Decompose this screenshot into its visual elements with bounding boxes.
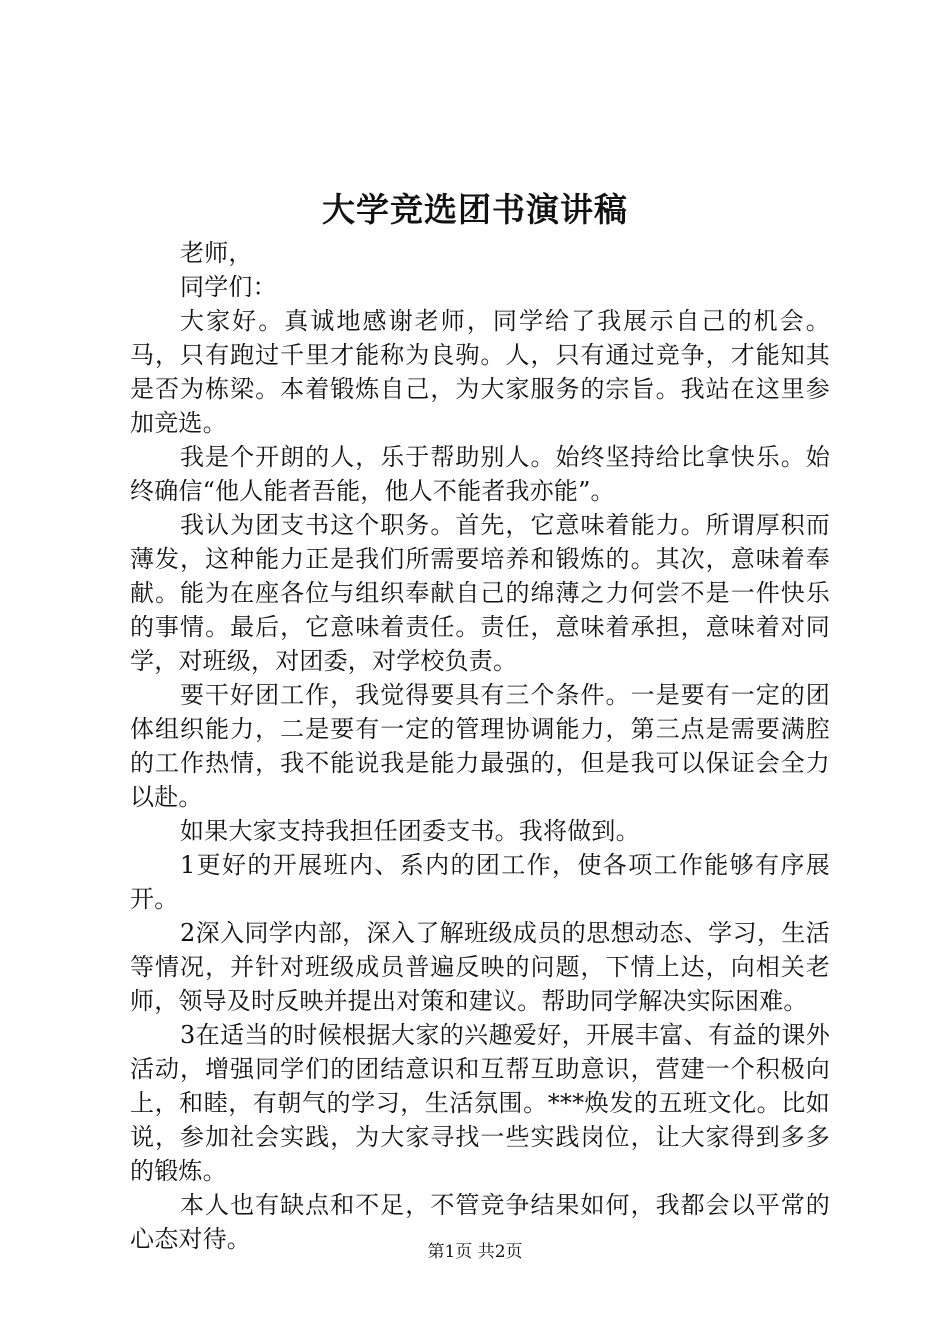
- paragraph-closing: 本人也有缺点和不足，不管竞争结果如何，我都会以平常的心态对待。: [130, 1191, 830, 1253]
- paragraph-personality: 我是个开朗的人，乐于帮助别人。始终坚持给比拿快乐。始终确信“他人能者吾能，他人不能者我亦能”。: [130, 443, 830, 505]
- paragraph-promise-3: 3在适当的时候根据大家的兴趣爱好，开展丰富、有益的课外活动，增强同学们的团结意识和互帮互助意识，营建一个积极向上，和睦，有朝气的学习，生活氛围。***焕发的五班文化。比如说，参加社会实践，为大家寻找一些实践岗位，让大家得到多多的锻炼。: [130, 1021, 830, 1185]
- paragraph-promise-1: 1更好的开展班内、系内的团工作，使各项工作能够有序展开。: [130, 851, 830, 913]
- salutation-teacher: 老师，: [180, 239, 253, 267]
- page-number-footer: 第1页 共2页: [427, 1242, 523, 1262]
- document-body: [130, 236, 830, 1256]
- paragraph-greeting: 大家好。真诚地感谢老师，同学给了我展示自己的机会。马，只有跑过千里才能称为良驹。人，只有通过竞争，才能知其是否为栋梁。本着锻炼自己，为大家服务的宗旨。我站在这里参加竞选。: [130, 307, 830, 437]
- paragraph-promise-intro: 如果大家支持我担任团委支书。我将做到。: [180, 817, 640, 845]
- paragraph-conditions: 要干好团工作，我觉得要具有三个条件。一是要有一定的团体组织能力，二是要有一定的管理协调能力，第三点是需要满腔的工作热情，我不能说我是能力最强的，但是我可以保证会全力以赴。: [130, 681, 830, 811]
- paragraph-promise-2: 2深入同学内部，深入了解班级成员的思想动态、学习，生活等情况，并针对班级成员普遍反映的问题，下情上达，向相关老师，领导及时反映并提出对策和建议。帮助同学解决实际困难。: [130, 919, 830, 1015]
- paragraph-role-meaning: 我认为团支书这个职务。首先，它意味着能力。所谓厚积而薄发，这种能力正是我们所需要培养和锻炼的。其次，意味着奉献。能为在座各位与组织奉献自己的绵薄之力何尝不是一件快乐的事情。最后，它意味着责任。责任，意味着承担，意味着对同学，对班级，对团委，对学校负责。: [130, 511, 830, 675]
- document-title: 大学竞选团书演讲稿: [322, 190, 628, 229]
- salutation-classmates: 同学们：: [180, 273, 277, 301]
